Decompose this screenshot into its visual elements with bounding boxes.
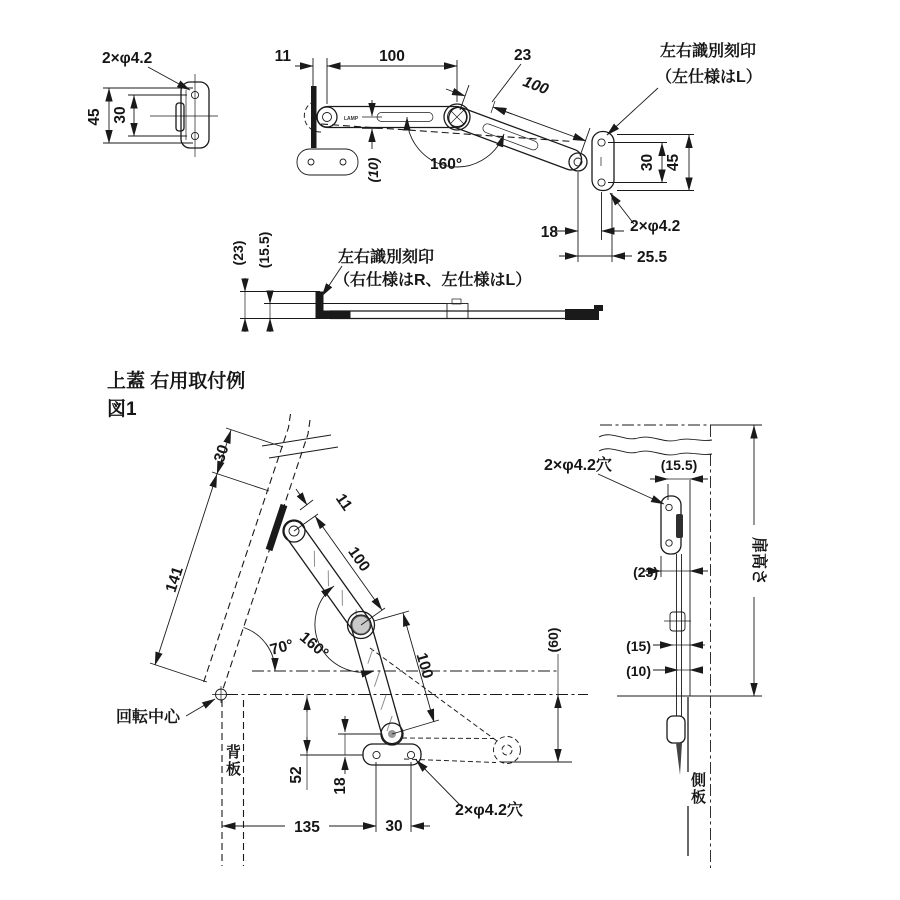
dim-135: 135	[294, 819, 320, 836]
rotation-center-label: 回転中心	[116, 709, 181, 726]
hole-size-note: 2×φ4.2穴	[544, 457, 612, 474]
dimensions	[275, 47, 694, 266]
lid-bracket	[269, 505, 284, 550]
hole-size-note: 2×φ4.2	[630, 218, 681, 235]
dim-10: (10)	[626, 663, 651, 679]
dim-100-arm2: 100	[520, 73, 551, 99]
back-panel-label: 背板	[224, 744, 241, 778]
phantom-arm-end	[494, 737, 521, 764]
brand-stamp: LAMP	[344, 116, 359, 122]
section-title: 上蓋 右用取付例	[107, 371, 246, 392]
dim-18: 18	[540, 224, 558, 241]
stay-folded-view	[230, 232, 603, 332]
installation-example-view	[107, 369, 588, 866]
phantom-plate	[297, 149, 358, 175]
dim-15: (15)	[626, 638, 651, 654]
dim-30-lid: 30	[210, 442, 233, 465]
dim-100-arm2: 100	[412, 650, 437, 681]
dim-45: 45	[86, 108, 103, 126]
dim-30-holes: 30	[639, 153, 656, 172]
dim-18: 18	[332, 777, 349, 795]
dim-11: 11	[332, 490, 356, 515]
angle-70-label: 70°	[268, 636, 296, 659]
dim-30: 30	[112, 106, 129, 124]
dim-52: 52	[288, 766, 305, 784]
dim-10-offset: (10)	[365, 157, 381, 183]
hole-size-note: 2×φ4.2穴	[455, 802, 523, 819]
mounting-plate-detail	[86, 50, 218, 157]
dim-15-5-folded: (15.5)	[256, 231, 272, 269]
hole-size-note: 2×φ4.2	[102, 50, 153, 67]
dim-23: (23)	[633, 564, 658, 580]
figure-number: 図1	[107, 399, 137, 420]
lr-marking-note-line1: 左右識別刻印	[338, 249, 435, 266]
dim-100-arm1: 100	[344, 543, 374, 575]
dim-23-folded: (23)	[230, 240, 246, 266]
stay-end-block	[565, 309, 599, 320]
side-panel-label: 側板	[689, 772, 706, 806]
lid-edge	[311, 86, 317, 148]
stay-open-plan-view	[275, 41, 762, 266]
dim-100-arm1: 100	[379, 48, 405, 65]
lr-marking-note-line1: 左右識別刻印	[660, 43, 757, 60]
cabinet-side-view	[544, 425, 769, 868]
lr-marking-note-line2: （右仕様はR、左仕様はL）	[334, 272, 532, 289]
lr-marking-note-line2: （左仕様はL）	[656, 69, 762, 86]
dim-11: 11	[274, 48, 291, 65]
dim-141-lid: 141	[162, 564, 187, 595]
dimensions	[544, 425, 769, 696]
end-pivot	[569, 153, 587, 171]
dim-23: 23	[514, 47, 532, 64]
bottom-bracket-side	[667, 716, 685, 743]
dim-45-holes: 45	[665, 153, 682, 172]
dim-60: (60)	[545, 627, 561, 653]
door-height-label: 扉高さ	[750, 536, 767, 586]
dim-30-holes: 30	[385, 818, 403, 835]
stay-hook-end	[316, 292, 351, 319]
dim-25-5: 25.5	[637, 249, 668, 266]
angle-160-label: 160°	[430, 156, 463, 173]
dim-15-5: (15.5)	[660, 457, 698, 473]
end-plate	[592, 132, 614, 191]
bottom-bracket	[363, 744, 421, 765]
folded-stay-edge	[677, 554, 682, 716]
angle-160-label: 160°	[296, 628, 332, 663]
lid-inner-line	[222, 420, 310, 692]
